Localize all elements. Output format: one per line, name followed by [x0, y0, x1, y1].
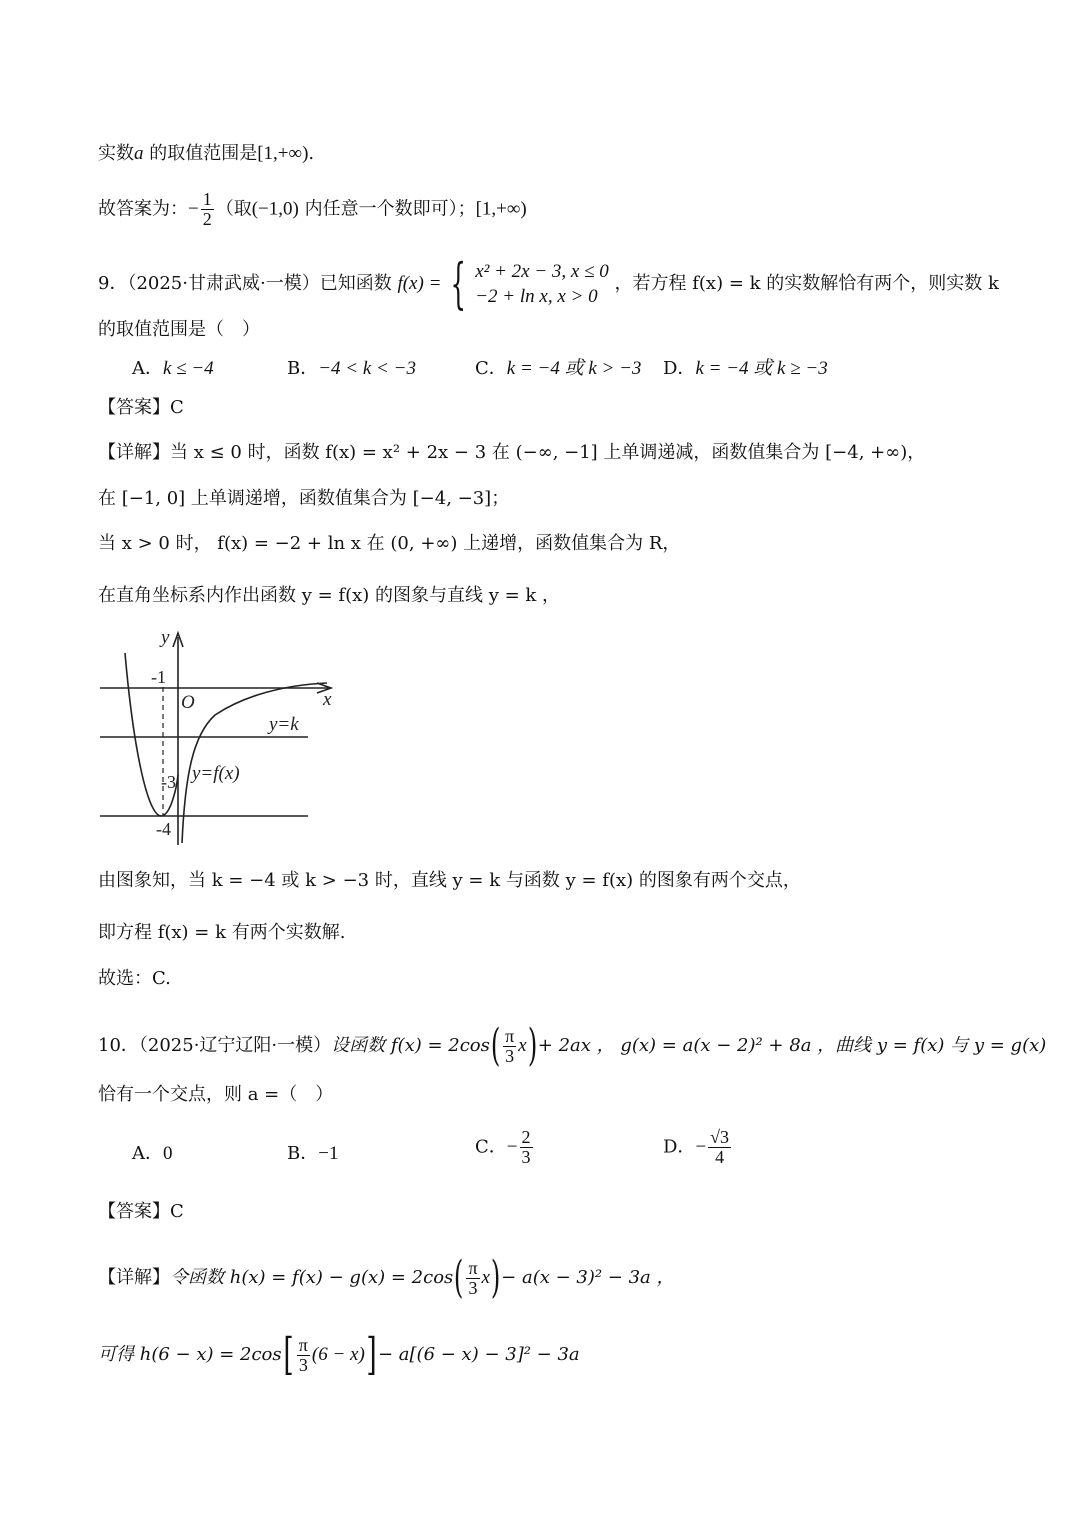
numerator: 1: [202, 189, 212, 209]
question-number: 10．: [98, 1035, 139, 1056]
denominator: 2: [202, 209, 212, 229]
option-a: [132, 357, 214, 381]
function-graph: [95, 625, 345, 850]
denominator: 3: [505, 1045, 515, 1066]
piecewise-cases: [475, 259, 609, 309]
numerator: π: [505, 1025, 515, 1046]
text: − a[(6 − x) − 3]² − 3a: [377, 1344, 580, 1365]
text: 可得 h(6 − x) = 2cos: [98, 1344, 282, 1365]
bracket-close: ]: [366, 1329, 377, 1380]
sign: −: [506, 1136, 518, 1158]
brace: {: [450, 252, 467, 315]
interval: [1,+∞): [475, 198, 527, 220]
text: − a(x − 3)² − 3a ，: [501, 1267, 675, 1288]
question-source: （2025·辽宁辽阳·一模）: [138, 1035, 332, 1056]
denominator: 3: [521, 1147, 531, 1167]
option-label: C．: [475, 1136, 507, 1158]
option-text: k ≤ −4: [163, 358, 214, 379]
numerator: 2: [521, 1127, 531, 1147]
question-source: （2025·甘肃武威·一模）: [127, 273, 320, 294]
text: + 2ax ， g(x) = a(x − 2)² + 8a ，曲线 y = f(x) 与 y = g(x): [537, 1035, 1047, 1056]
q9-conclusion-2: 即方程 f(x) = k 有两个实数解.: [98, 922, 346, 943]
text: 故答案为：: [98, 198, 188, 220]
answer-tag: 【答案】: [98, 1201, 170, 1222]
label-minus1: -1: [151, 667, 166, 687]
fraction-pi-3: [466, 1259, 479, 1298]
paren-open: (: [490, 1020, 501, 1071]
q9-stem-line2: 的取值范围是（ ）: [98, 319, 260, 340]
option-c: [475, 357, 641, 381]
text: 设函数 f(x) = 2cos: [331, 1035, 490, 1056]
label-minus4: -4: [156, 819, 171, 839]
fraction-pi-3: [503, 1027, 516, 1066]
fraction: [201, 190, 214, 229]
label-y: y: [161, 627, 170, 648]
option-text: 0: [163, 1143, 173, 1164]
fraction-pi-3: [297, 1336, 310, 1375]
option-text: k = −4 或 k ≥ −3: [695, 358, 828, 379]
q10-answer: [98, 1200, 184, 1224]
interval: (−1,0): [251, 198, 299, 220]
option-text: −1: [318, 1143, 339, 1164]
option-label: A．: [132, 1143, 163, 1164]
text: 内任意一个数即可）；: [298, 198, 476, 220]
paren-open: (: [454, 1252, 464, 1303]
denominator: 4: [715, 1147, 725, 1167]
option-b: [287, 1142, 338, 1166]
answer-line: [98, 190, 527, 229]
q9-detail-3: 当 x > 0 时， f(x) = −2 + ln x 在 (0, +∞) 上递增，函数值集合为 R，: [98, 533, 681, 554]
paren-close: ): [490, 1252, 501, 1303]
detail-tag: 【详解】: [98, 442, 170, 463]
option-d: [663, 1128, 733, 1167]
option-label: D．: [663, 1136, 696, 1158]
paren-close: ): [527, 1020, 537, 1071]
case: −2 + ln x, x > 0: [475, 286, 598, 307]
text: 已知函数: [319, 273, 398, 294]
detail-tag: 【详解】: [98, 1267, 170, 1288]
q9-detail-1: [98, 441, 925, 465]
bracket-open: [: [283, 1329, 294, 1380]
numerator: π: [298, 1334, 308, 1355]
text: （取: [215, 198, 252, 220]
label-yk: y=k: [269, 714, 299, 735]
label-fx: y=f(x): [192, 763, 240, 784]
q9-detail-2: 在 [−1, 0] 上单调递增，函数值集合为 [−4, −3]；: [98, 488, 510, 509]
function: f(x) =: [397, 273, 442, 294]
answer-tag: 【答案】: [98, 397, 170, 418]
answer-value: C: [170, 1201, 184, 1222]
numerator: √3: [710, 1127, 730, 1147]
text: (6 − x): [311, 1344, 365, 1365]
q10-stem: [98, 1020, 1047, 1071]
text: 的取值范围是: [143, 143, 258, 164]
detail-text: 当 x ≤ 0 时，函数 f(x) = x² + 2x − 3 在 (−∞, −1] 上单调递减，函数值集合为 [−4, +∞)，: [170, 442, 926, 463]
label-x: x: [323, 689, 332, 710]
option-label: A．: [132, 358, 163, 379]
var-x: x: [518, 1035, 527, 1056]
case: x² + 2x − 3, x ≤ 0: [475, 261, 609, 282]
answer-value: C: [170, 397, 184, 418]
option-d: [663, 357, 828, 381]
q10-stem-line2: 恰有一个交点，则 a =（ ）: [98, 1084, 334, 1105]
text: 实数: [98, 143, 134, 164]
question-number: 9．: [98, 273, 128, 294]
option-text: k = −4 或 k > −3: [506, 358, 642, 379]
label-origin: O: [181, 692, 195, 713]
range-line: [98, 142, 314, 166]
var-x: x: [481, 1267, 490, 1288]
q9-stem: [98, 252, 999, 315]
option-label: C．: [475, 358, 507, 379]
q9-detail-4: 在直角坐标系内作出函数 y = f(x) 的图象与直线 y = k ，: [98, 585, 561, 606]
option-label: B．: [287, 1143, 319, 1164]
text: ，若方程 f(x) = k 的实数解恰有两个，则实数 k: [614, 273, 999, 294]
text: .: [308, 143, 315, 164]
sign: −: [695, 1136, 707, 1158]
option-c: [475, 1128, 535, 1167]
fraction: [708, 1128, 731, 1167]
q9-choose: 故选：C.: [98, 968, 171, 989]
sign: −: [188, 198, 199, 220]
var-a: a: [134, 143, 144, 164]
option-b: [287, 357, 416, 381]
q9-conclusion-1: 由图象知，当 k = −4 或 k > −3 时，直线 y = k 与函数 y = f(x) 的图象有两个交点，: [98, 870, 801, 891]
option-a: [132, 1142, 173, 1166]
denominator: 3: [298, 1354, 308, 1375]
denominator: 3: [468, 1277, 478, 1298]
q9-answer: [98, 396, 184, 420]
text: 令函数 h(x) = f(x) − g(x) = 2cos: [170, 1267, 454, 1288]
option-label: D．: [663, 358, 696, 379]
q10-detail: [98, 1252, 675, 1303]
option-text: −4 < k < −3: [318, 358, 416, 379]
q10-last-line: [98, 1329, 580, 1380]
fraction: [520, 1128, 533, 1167]
numerator: π: [468, 1257, 478, 1278]
option-label: B．: [287, 358, 319, 379]
label-minus3: -3: [161, 772, 176, 792]
interval: [1,+∞): [257, 143, 309, 164]
